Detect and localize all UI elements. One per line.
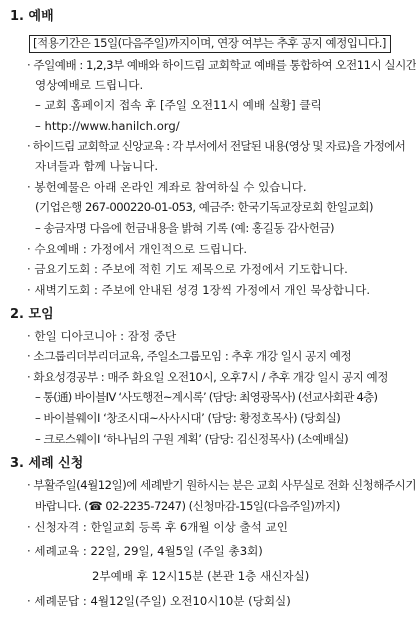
baptism-item-line: · 세례교육 : 22일, 29일, 4월5일 (주일 총3회) [27,544,263,558]
worship-item-line: · 금요기도회 : 주보에 적힌 기도 제목으로 가정에서 기도합니다. [27,262,348,276]
meeting-item-line: · 한일 디아코니아 : 잠정 중단 [27,329,177,343]
worship-item-line: · 하이드림 교회학교 신앙교육 : 각 부서에서 전달된 내용(영상 및 자료)을 가정에서 [27,139,405,153]
notice-box: [적용기간은 15일(다음주일)까지이며, 연장 여부는 추후 공지 예정입니다.] [29,35,391,53]
meeting-item-line: – 크로스웨이Ⅰ ‘하나님의 구원 계획’ (담당: 김신정목사) (소예배실) [35,432,349,446]
worship-item-line: – http://www.hanilch.org/ [35,119,180,133]
worship-item-line: · 주일예배 : 1,2,3부 예배와 하이드림 교회학교 예배를 통합하여 오전11시 실시간 [27,58,416,72]
baptism-item-line: 바랍니다. (☎ 02-2235-7247) (신청마감-15일(다음주일)까지) [35,499,340,513]
baptism-item-line: · 세례문답 : 4월12일(주일) 오전10시10분 (당회실) [27,594,291,608]
worship-item-line: · 봉헌예물은 아래 온라인 계좌로 참여하실 수 있습니다. [27,180,307,194]
meeting-item-line: – 통(通) 바이블Ⅳ ‘사도행전~계시록’ (담당: 최영광목사) (선교사회관 4층) [35,390,378,404]
worship-item-line: (기업은행 267-000220-01-053, 예금주: 한국기독교장로회 한일교회) [35,200,373,214]
meeting-item-line: · 화요성경공부 : 매주 화요일 오전10시, 오후7시 / 추후 개강 일시 공지 예정 [27,370,388,384]
section-heading-meetings: 2. 모임 [10,307,54,322]
meeting-item-line: – 바이블웨이Ⅰ ‘창조시대~사사시대’ (담당: 황정호목사) (당회실) [35,411,341,425]
baptism-item-line: · 신청자격 : 한일교회 등록 후 6개월 이상 출석 교인 [27,520,288,534]
worship-item-line: – 송금자명 다음에 헌금내용을 밝혀 기록 (예: 홍길동 감사헌금) [35,221,335,235]
meeting-item-line: · 소그룹리더부리더교육, 주일소그룹모임 : 추후 개강 일시 공지 예정 [27,349,352,363]
baptism-item-line: 2부예배 후 12시15분 (본관 1층 새신자실) [92,569,310,583]
worship-item-line: 자녀들과 함께 나눕니다. [35,159,159,173]
baptism-item-line: · 부활주일(4월12일)에 세례받기 원하시는 분은 교회 사무실로 전화 신청해주시기 [27,478,416,492]
section-heading-worship: 1. 예배 [10,9,54,24]
worship-item-line: – 교회 홈페이지 접속 후 [주일 오전11시 예배 실황] 클릭 [35,98,322,112]
section-heading-baptism: 3. 세례 신청 [10,456,84,471]
worship-item-line: · 수요예배 : 가정에서 개인적으로 드립니다. [27,242,248,256]
worship-item-line: · 새벽기도회 : 주보에 안내된 성경 1장씩 가정에서 개인 묵상합니다. [27,283,371,297]
worship-item-line: 영상예배로 드립니다. [35,78,144,92]
